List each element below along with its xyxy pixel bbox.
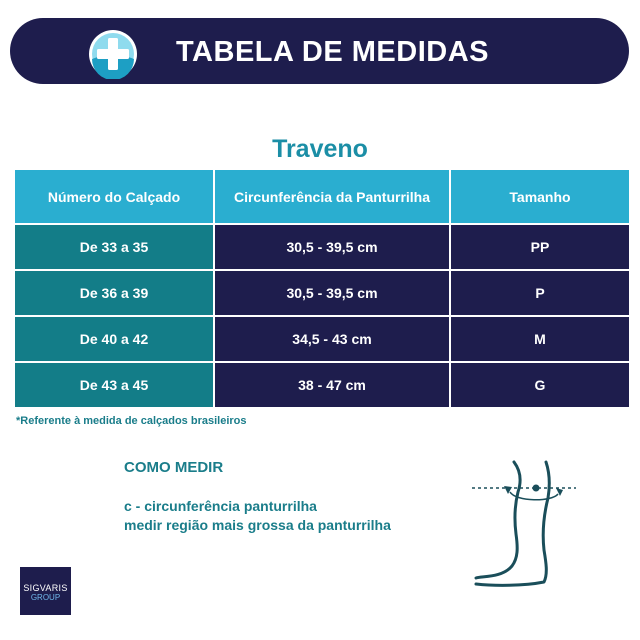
plus-cross-icon [88, 29, 138, 79]
table-row [14, 362, 630, 408]
sigvaris-logo [20, 567, 71, 615]
how-to-measure-title: COMO MEDIR [124, 459, 224, 476]
table-header-row [14, 169, 630, 224]
header-shoe-number: Número do Calçado [14, 169, 214, 224]
shoe-cell: De 43 a 45 [14, 362, 214, 408]
calf-cell: 30,5 - 39,5 cm [214, 270, 450, 316]
header-size: Tamanho [450, 169, 630, 224]
calf-cell: 30,5 - 39,5 cm [214, 224, 450, 270]
measure-instruction-2: medir região mais grossa da panturrilha [124, 517, 391, 533]
product-name: Traveno [272, 135, 368, 163]
size-table [13, 168, 631, 409]
size-cell: G [450, 362, 630, 408]
shoe-cell: De 40 a 42 [14, 316, 214, 362]
measure-instruction-1: c - circunferência panturrilha [124, 498, 317, 514]
leg-measure-illustration [464, 452, 582, 594]
calf-cell: 34,5 - 43 cm [214, 316, 450, 362]
shoe-cell: De 33 a 35 [14, 224, 214, 270]
page-title: TABELA DE MEDIDAS [176, 36, 489, 68]
header-calf-circumference: Circunferência da Panturrilha [214, 169, 450, 224]
size-cell: PP [450, 224, 630, 270]
brand-group: GROUP [30, 593, 61, 602]
table-row [14, 224, 630, 270]
calf-cell: 38 - 47 cm [214, 362, 450, 408]
table-row [14, 270, 630, 316]
footnote: *Referente à medida de calçados brasileiros [16, 415, 247, 427]
table-row [14, 316, 630, 362]
shoe-cell: De 36 a 39 [14, 270, 214, 316]
brand-name: SIGVARIS [23, 583, 68, 593]
size-cell: M [450, 316, 630, 362]
size-cell: P [450, 270, 630, 316]
